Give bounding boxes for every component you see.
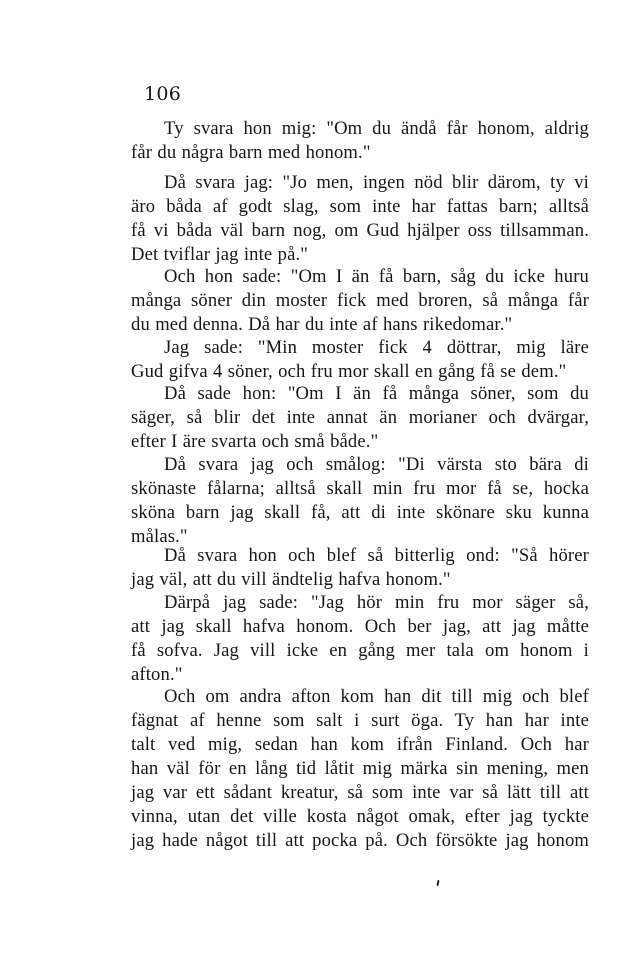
text-line: efter I äre svarta och små både."	[131, 431, 379, 452]
text-line: vinna, utan det ville kosta något omak, efter jag tyckte	[131, 806, 589, 827]
text-line: Och hon sade: "Om I än få barn, såg du icke huru	[164, 266, 589, 287]
text-line: säger, så blir det inte annat än morianer och dvärgar,	[131, 407, 589, 428]
text-line: han väl för en lång tid låtit mig märka sin mening, men	[131, 758, 589, 779]
text-line: afton."	[131, 664, 183, 685]
text-line: Jag sade: "Min moster fick 4 döttrar, mig läre	[164, 337, 589, 358]
text-line: att jag skall hafva honom. Och ber jag, att jag måtte	[131, 616, 589, 637]
text-line: får du några barn med honom."	[131, 142, 371, 163]
text-line: äro båda af godt slag, som inte har fattas barn; alltså	[131, 196, 589, 217]
text-line: Därpå jag sade: "Jag hör min fru mor säger så,	[164, 592, 589, 613]
text-line: talt ved mig, sedan han kom ifrån Finland. Och har	[131, 734, 589, 755]
text-line: sköna barn jag skall få, att di inte skönare sku kunna	[131, 502, 589, 523]
text-line: Då sade hon: "Om I än få många söner, som du	[164, 383, 589, 404]
text-line: Då svara hon och blef så bitterlig ond: "Så hörer	[164, 545, 589, 566]
text-line: målas."	[131, 526, 188, 547]
text-line: Ty svara hon mig: "Om du ändå får honom, aldrig	[164, 118, 589, 139]
text-line: få vi båda väl barn nog, om Gud hjälper oss tillsamman.	[131, 220, 589, 241]
text-line: Det tviflar jag inte på."	[131, 244, 309, 265]
text-line: fägnat af henne som salt i surt öga. Ty han har inte	[131, 710, 589, 731]
text-line: jag hade något till att pocka på. Och försökte jag honom	[131, 830, 589, 851]
text-line: du med denna. Då har du inte af hans rikedomar."	[131, 314, 513, 335]
text-line: jag var ett sådant kreatur, så som inte var så lätt till att	[131, 782, 589, 803]
page-number: 106	[144, 83, 182, 105]
text-line: skönaste fålarna; alltså skall min fru mor få se, hocka	[131, 478, 589, 499]
text-line: många söner din moster fick med broren, så många får	[131, 290, 589, 311]
text-line: Då svara jag: "Jo men, ingen nöd blir därom, ty vi	[164, 172, 589, 193]
text-line: jag väl, att du vill ändtelig hafva honom."	[131, 569, 451, 590]
text-line: Och om andra afton kom han dit till mig och blef	[164, 686, 589, 707]
text-line: Gud gifva 4 söner, och fru mor skall en gång få se dem."	[131, 361, 567, 382]
text-line: Då svara jag och smålog: "Di värsta sto bära di	[164, 454, 589, 475]
text-line: få sofva. Jag vill icke en gång mer tala om honom i	[131, 640, 589, 661]
ink-speck	[436, 880, 439, 886]
